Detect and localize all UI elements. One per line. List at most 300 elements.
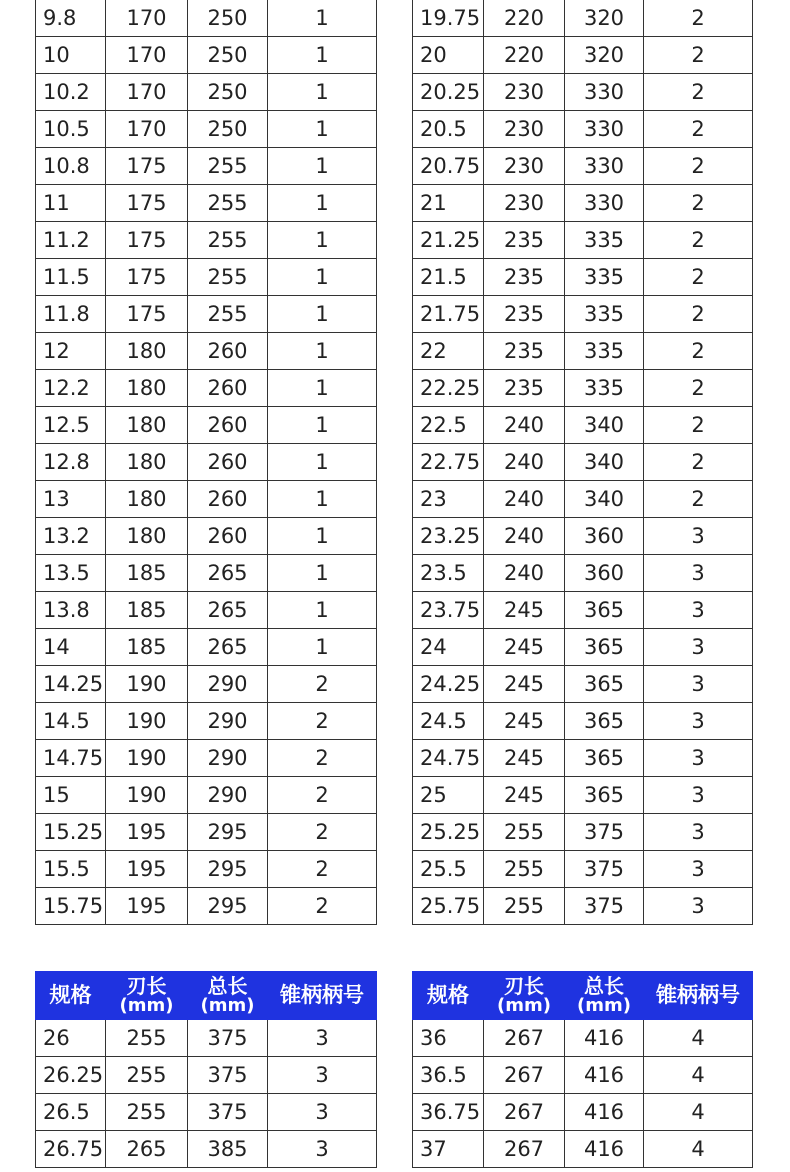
header-blade-length: [106, 972, 188, 1020]
spec-cell: 19.75: [413, 0, 484, 37]
spec-cell: 26.5: [36, 1094, 106, 1131]
table-header-row: [413, 972, 753, 1020]
table-row: [413, 851, 753, 888]
table-row: [413, 0, 753, 37]
blade-length-cell: 170: [106, 37, 188, 74]
spec-cell: 9.8: [36, 0, 106, 37]
total-length-cell: 295: [188, 814, 268, 851]
spec-cell: 25: [413, 777, 484, 814]
taper-shank-cell: 3: [268, 1131, 377, 1168]
header-taper-shank: 锥柄柄号: [268, 972, 377, 1020]
total-length-cell: 416: [565, 1094, 644, 1131]
taper-shank-cell: 1: [268, 296, 377, 333]
taper-shank-cell: 3: [644, 555, 753, 592]
blade-length-cell: 240: [484, 481, 565, 518]
blade-length-cell: 255: [484, 814, 565, 851]
taper-shank-cell: 3: [644, 740, 753, 777]
total-length-cell: 335: [565, 222, 644, 259]
header-blade-length-label: 刃长: [504, 973, 544, 998]
taper-shank-cell: 2: [268, 703, 377, 740]
header-blade-length-unit: (mm): [119, 994, 174, 1016]
total-length-cell: 250: [188, 111, 268, 148]
spec-cell: 23.75: [413, 592, 484, 629]
spec-cell: 14.25: [36, 666, 106, 703]
spec-cell: 24.5: [413, 703, 484, 740]
spec-cell: 11.2: [36, 222, 106, 259]
taper-shank-cell: 2: [268, 851, 377, 888]
spec-cell: 11: [36, 185, 106, 222]
total-length-cell: 260: [188, 481, 268, 518]
table-row: [36, 370, 377, 407]
blade-length-cell: 245: [484, 740, 565, 777]
header-spec: 规格: [36, 972, 106, 1020]
table-row: [413, 518, 753, 555]
blade-length-cell: 267: [484, 1057, 565, 1094]
blade-length-cell: 190: [106, 666, 188, 703]
spec-cell: 24: [413, 629, 484, 666]
header-total-length: [565, 972, 644, 1020]
blade-length-cell: 235: [484, 259, 565, 296]
table-row: [413, 703, 753, 740]
spec-cell: 22.75: [413, 444, 484, 481]
spec-cell: 23: [413, 481, 484, 518]
table-row: [413, 1057, 753, 1094]
table-row: [36, 481, 377, 518]
blade-length-cell: 230: [484, 74, 565, 111]
spec-cell: 21.5: [413, 259, 484, 296]
spec-cell: 21.25: [413, 222, 484, 259]
taper-shank-cell: 1: [268, 185, 377, 222]
blade-length-cell: 267: [484, 1020, 565, 1057]
taper-shank-cell: 2: [268, 814, 377, 851]
total-length-cell: 265: [188, 629, 268, 666]
spec-cell: 13.2: [36, 518, 106, 555]
header-taper-shank: 锥柄柄号: [644, 972, 753, 1020]
total-length-cell: 295: [188, 888, 268, 925]
table-row: [36, 888, 377, 925]
spec-cell: 15: [36, 777, 106, 814]
total-length-cell: 365: [565, 666, 644, 703]
blade-length-cell: 195: [106, 888, 188, 925]
spec-cell: 14.5: [36, 703, 106, 740]
taper-shank-cell: 2: [268, 777, 377, 814]
spec-cell: 21.75: [413, 296, 484, 333]
taper-shank-cell: 2: [644, 370, 753, 407]
header-total-length-unit: (mm): [200, 994, 255, 1016]
total-length-cell: 290: [188, 703, 268, 740]
table-row: [413, 259, 753, 296]
blade-length-cell: 245: [484, 666, 565, 703]
blade-length-cell: 245: [484, 777, 565, 814]
blade-length-cell: 240: [484, 555, 565, 592]
table-row: [413, 444, 753, 481]
taper-shank-cell: 1: [268, 37, 377, 74]
blade-length-cell: 180: [106, 444, 188, 481]
table-row: [36, 592, 377, 629]
total-length-cell: 290: [188, 666, 268, 703]
table-row: [413, 555, 753, 592]
taper-shank-cell: 1: [268, 259, 377, 296]
table-row: [413, 370, 753, 407]
table-row: [413, 74, 753, 111]
table-row: [36, 296, 377, 333]
total-length-cell: 416: [565, 1057, 644, 1094]
taper-shank-cell: 3: [268, 1057, 377, 1094]
spec-cell: 24.75: [413, 740, 484, 777]
blade-length-cell: 175: [106, 296, 188, 333]
spec-cell: 10.5: [36, 111, 106, 148]
blade-length-cell: 255: [106, 1057, 188, 1094]
table-row: [36, 851, 377, 888]
taper-shank-cell: 1: [268, 518, 377, 555]
table-row: [413, 814, 753, 851]
taper-shank-cell: 4: [644, 1131, 753, 1168]
table-row: [413, 111, 753, 148]
taper-shank-cell: 3: [644, 888, 753, 925]
table-row: [413, 888, 753, 925]
spec-cell: 22: [413, 333, 484, 370]
table-row: [36, 518, 377, 555]
blade-length-cell: 245: [484, 629, 565, 666]
blade-length-cell: 240: [484, 407, 565, 444]
taper-shank-cell: 1: [268, 333, 377, 370]
blade-length-cell: 240: [484, 518, 565, 555]
total-length-cell: 335: [565, 296, 644, 333]
total-length-cell: 250: [188, 0, 268, 37]
spec-cell: 24.25: [413, 666, 484, 703]
total-length-cell: 330: [565, 185, 644, 222]
blade-length-cell: 267: [484, 1131, 565, 1168]
spec-cell: 25.5: [413, 851, 484, 888]
blade-length-cell: 245: [484, 703, 565, 740]
table-row: [36, 407, 377, 444]
total-length-cell: 375: [188, 1057, 268, 1094]
total-length-cell: 330: [565, 148, 644, 185]
header-blade-length-label: 刃长: [126, 973, 167, 998]
total-length-cell: 365: [565, 592, 644, 629]
taper-shank-cell: 2: [644, 0, 753, 37]
taper-shank-cell: 2: [644, 74, 753, 111]
spec-cell: 23.5: [413, 555, 484, 592]
total-length-cell: 295: [188, 851, 268, 888]
table-row: [36, 740, 377, 777]
taper-shank-cell: 1: [268, 592, 377, 629]
table-row: [36, 814, 377, 851]
spec-cell: 10.8: [36, 148, 106, 185]
spec-cell: 22.5: [413, 407, 484, 444]
total-length-cell: 320: [565, 37, 644, 74]
blade-length-cell: 220: [484, 37, 565, 74]
table-row: [36, 555, 377, 592]
total-length-cell: 260: [188, 407, 268, 444]
blade-length-cell: 175: [106, 148, 188, 185]
blade-length-cell: 170: [106, 111, 188, 148]
total-length-cell: 360: [565, 518, 644, 555]
blade-length-cell: 170: [106, 0, 188, 37]
blade-length-cell: 180: [106, 407, 188, 444]
total-length-cell: 260: [188, 370, 268, 407]
total-length-cell: 375: [565, 851, 644, 888]
header-spec: 规格: [413, 972, 484, 1020]
taper-shank-cell: 3: [644, 518, 753, 555]
table-row: [36, 629, 377, 666]
spec-cell: 25.75: [413, 888, 484, 925]
table-row: [36, 222, 377, 259]
table-row: [36, 1131, 377, 1168]
taper-shank-cell: 3: [644, 703, 753, 740]
total-length-cell: 335: [565, 370, 644, 407]
blade-length-cell: 230: [484, 185, 565, 222]
taper-shank-cell: 1: [268, 444, 377, 481]
header-total-length: [188, 972, 268, 1020]
spec-cell: 20.75: [413, 148, 484, 185]
taper-shank-cell: 1: [268, 74, 377, 111]
table-row: [413, 1131, 753, 1168]
taper-shank-cell: 2: [644, 444, 753, 481]
taper-shank-cell: 2: [644, 296, 753, 333]
table-row: [413, 185, 753, 222]
taper-shank-cell: 3: [644, 777, 753, 814]
blade-length-cell: 185: [106, 592, 188, 629]
blade-length-cell: 255: [484, 851, 565, 888]
total-length-cell: 330: [565, 111, 644, 148]
spec-cell: 13.8: [36, 592, 106, 629]
total-length-cell: 255: [188, 222, 268, 259]
total-length-cell: 340: [565, 444, 644, 481]
total-length-cell: 375: [565, 888, 644, 925]
table-row: [36, 185, 377, 222]
total-length-cell: 320: [565, 0, 644, 37]
spec-table-lower-left: [35, 971, 377, 1168]
taper-shank-cell: 2: [644, 222, 753, 259]
total-length-cell: 260: [188, 444, 268, 481]
spec-cell: 13: [36, 481, 106, 518]
total-length-cell: 365: [565, 703, 644, 740]
table-row: [413, 629, 753, 666]
taper-shank-cell: 1: [268, 407, 377, 444]
table-row: [413, 37, 753, 74]
spec-table-upper-right: [412, 0, 753, 925]
table-row: [36, 703, 377, 740]
total-length-cell: 360: [565, 555, 644, 592]
spec-cell: 20.25: [413, 74, 484, 111]
table-row: [413, 481, 753, 518]
table-row: [36, 0, 377, 37]
total-length-cell: 365: [565, 629, 644, 666]
taper-shank-cell: 2: [644, 481, 753, 518]
blade-length-cell: 180: [106, 370, 188, 407]
total-length-cell: 330: [565, 74, 644, 111]
spec-cell: 20: [413, 37, 484, 74]
blade-length-cell: 180: [106, 333, 188, 370]
blade-length-cell: 235: [484, 370, 565, 407]
total-length-cell: 365: [565, 777, 644, 814]
blade-length-cell: 175: [106, 185, 188, 222]
table-row: [36, 111, 377, 148]
table-row: [413, 333, 753, 370]
blade-length-cell: 265: [106, 1131, 188, 1168]
total-length-cell: 290: [188, 740, 268, 777]
total-length-cell: 260: [188, 333, 268, 370]
taper-shank-cell: 3: [644, 629, 753, 666]
spec-cell: 37: [413, 1131, 484, 1168]
blade-length-cell: 240: [484, 444, 565, 481]
header-total-length-label: 总长: [584, 973, 624, 998]
taper-shank-cell: 3: [644, 851, 753, 888]
total-length-cell: 265: [188, 555, 268, 592]
total-length-cell: 260: [188, 518, 268, 555]
blade-length-cell: 175: [106, 222, 188, 259]
total-length-cell: 365: [565, 740, 644, 777]
taper-shank-cell: 1: [268, 629, 377, 666]
spec-cell: 26: [36, 1020, 106, 1057]
spec-cell: 15.75: [36, 888, 106, 925]
total-length-cell: 375: [188, 1094, 268, 1131]
spec-cell: 12.8: [36, 444, 106, 481]
spec-cell: 36.75: [413, 1094, 484, 1131]
blade-length-cell: 220: [484, 0, 565, 37]
total-length-cell: 255: [188, 185, 268, 222]
table-row: [413, 407, 753, 444]
total-length-cell: 255: [188, 296, 268, 333]
header-total-length-label: 总长: [207, 973, 248, 998]
blade-length-cell: 195: [106, 851, 188, 888]
blade-length-cell: 255: [106, 1094, 188, 1131]
table-row: [36, 37, 377, 74]
table-row: [36, 666, 377, 703]
taper-shank-cell: 2: [644, 111, 753, 148]
total-length-cell: 375: [188, 1020, 268, 1057]
spec-cell: 20.5: [413, 111, 484, 148]
taper-shank-cell: 3: [644, 666, 753, 703]
total-length-cell: 416: [565, 1020, 644, 1057]
blade-length-cell: 190: [106, 740, 188, 777]
blade-length-cell: 195: [106, 814, 188, 851]
header-blade-length: [484, 972, 565, 1020]
header-total-length-unit: (mm): [577, 994, 631, 1016]
taper-shank-cell: 1: [268, 0, 377, 37]
total-length-cell: 385: [188, 1131, 268, 1168]
spec-cell: 15.5: [36, 851, 106, 888]
table-row: [413, 222, 753, 259]
taper-shank-cell: 4: [644, 1094, 753, 1131]
blade-length-cell: 235: [484, 333, 565, 370]
table-row: [36, 444, 377, 481]
table-row: [36, 1020, 377, 1057]
blade-length-cell: 185: [106, 629, 188, 666]
header-blade-length-unit: (mm): [497, 994, 551, 1016]
spec-cell: 12: [36, 333, 106, 370]
total-length-cell: 335: [565, 333, 644, 370]
spec-cell: 14.75: [36, 740, 106, 777]
blade-length-cell: 180: [106, 481, 188, 518]
blade-length-cell: 170: [106, 74, 188, 111]
spec-cell: 13.5: [36, 555, 106, 592]
total-length-cell: 340: [565, 407, 644, 444]
spec-cell: 36.5: [413, 1057, 484, 1094]
taper-shank-cell: 1: [268, 481, 377, 518]
blade-length-cell: 230: [484, 111, 565, 148]
total-length-cell: 375: [565, 814, 644, 851]
spec-cell: 22.25: [413, 370, 484, 407]
taper-shank-cell: 1: [268, 222, 377, 259]
spec-cell: 12.5: [36, 407, 106, 444]
total-length-cell: 416: [565, 1131, 644, 1168]
spec-cell: 11.8: [36, 296, 106, 333]
spec-cell: 11.5: [36, 259, 106, 296]
blade-length-cell: 180: [106, 518, 188, 555]
blade-length-cell: 255: [106, 1020, 188, 1057]
table-row: [36, 777, 377, 814]
table-row: [36, 74, 377, 111]
spec-table-upper-left: [35, 0, 377, 925]
taper-shank-cell: 1: [268, 148, 377, 185]
table-row: [413, 740, 753, 777]
total-length-cell: 255: [188, 148, 268, 185]
table-row: [413, 1020, 753, 1057]
taper-shank-cell: 3: [644, 592, 753, 629]
total-length-cell: 290: [188, 777, 268, 814]
taper-shank-cell: 2: [644, 259, 753, 296]
spec-cell: 23.25: [413, 518, 484, 555]
blade-length-cell: 190: [106, 777, 188, 814]
spec-cell: 10: [36, 37, 106, 74]
taper-shank-cell: 1: [268, 555, 377, 592]
spec-cell: 36: [413, 1020, 484, 1057]
total-length-cell: 250: [188, 37, 268, 74]
blade-length-cell: 267: [484, 1094, 565, 1131]
table-row: [36, 333, 377, 370]
taper-shank-cell: 4: [644, 1057, 753, 1094]
table-row: [413, 666, 753, 703]
taper-shank-cell: 3: [268, 1020, 377, 1057]
taper-shank-cell: 2: [268, 740, 377, 777]
blade-length-cell: 230: [484, 148, 565, 185]
spec-cell: 10.2: [36, 74, 106, 111]
taper-shank-cell: 2: [268, 888, 377, 925]
table-row: [36, 1057, 377, 1094]
total-length-cell: 340: [565, 481, 644, 518]
total-length-cell: 250: [188, 74, 268, 111]
spec-cell: 14: [36, 629, 106, 666]
taper-shank-cell: 3: [268, 1094, 377, 1131]
spec-cell: 15.25: [36, 814, 106, 851]
taper-shank-cell: 2: [644, 333, 753, 370]
spec-cell: 25.25: [413, 814, 484, 851]
table-row: [413, 296, 753, 333]
total-length-cell: 255: [188, 259, 268, 296]
taper-shank-cell: 2: [268, 666, 377, 703]
taper-shank-cell: 1: [268, 111, 377, 148]
table-row: [36, 1094, 377, 1131]
taper-shank-cell: 2: [644, 148, 753, 185]
table-header-row: [36, 972, 377, 1020]
table-row: [413, 1094, 753, 1131]
blade-length-cell: 185: [106, 555, 188, 592]
spec-cell: 12.2: [36, 370, 106, 407]
taper-shank-cell: 4: [644, 1020, 753, 1057]
taper-shank-cell: 3: [644, 814, 753, 851]
table-row: [413, 592, 753, 629]
blade-length-cell: 175: [106, 259, 188, 296]
blade-length-cell: 235: [484, 296, 565, 333]
spec-cell: 26.25: [36, 1057, 106, 1094]
table-row: [36, 259, 377, 296]
blade-length-cell: 245: [484, 592, 565, 629]
spec-cell: 21: [413, 185, 484, 222]
blade-length-cell: 235: [484, 222, 565, 259]
taper-shank-cell: 2: [644, 185, 753, 222]
